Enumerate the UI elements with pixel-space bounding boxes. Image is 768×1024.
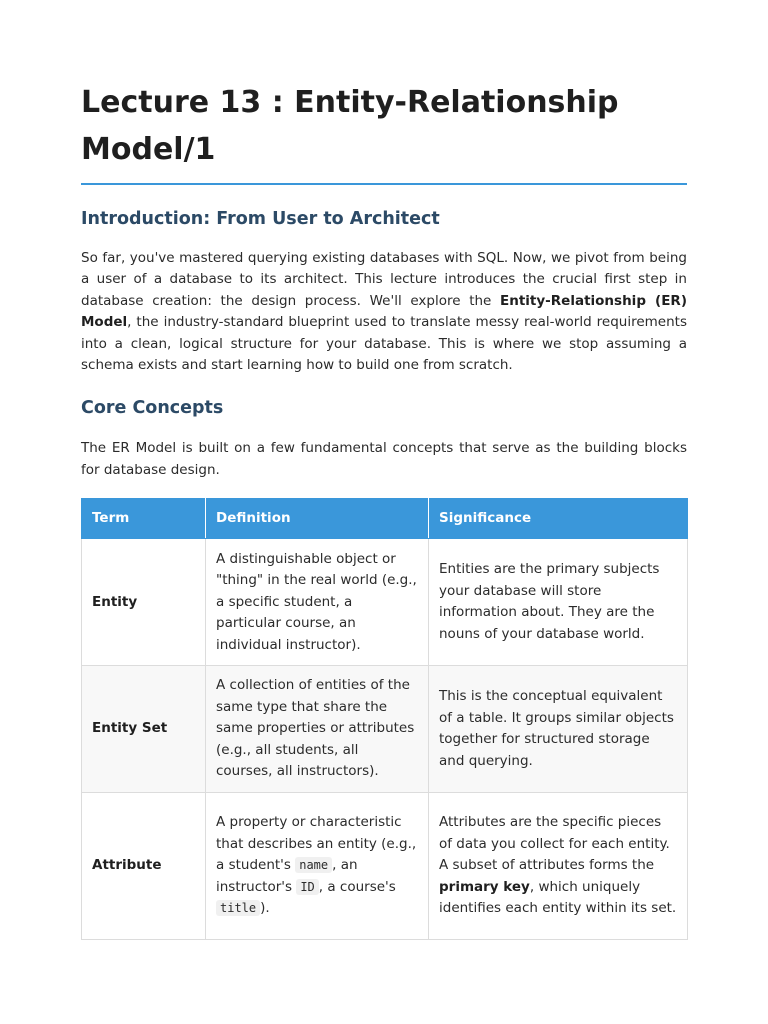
inline-code: ID <box>296 879 318 895</box>
significance-text: Attributes are the specific pieces of data you collect for each entity. A subset of attributes forms the <box>439 814 670 873</box>
intro-text-end: , the industry-standard blueprint used to translate messy real-world requirements into a clean, logical structure for your database. This is where we stop assuming a schema exists and start learning how to build one from scratch. <box>81 314 687 374</box>
intro-text-start: So far, you've mastered querying existing databases with SQL. Now, we pivot from being a user of a database to its architect. This lecture introduces the crucial first step in database creation: the design process. We'll explore the <box>81 250 687 309</box>
significance-cell <box>429 792 688 939</box>
title-divider <box>81 183 687 185</box>
definition-text: A property or characteristic that describes an entity (e.g., a student's <box>216 814 417 873</box>
intro-bold-term: Entity-Relationship (ER) Model <box>81 292 687 331</box>
definition-text: , an instructor's <box>216 857 358 895</box>
inline-code: name <box>295 857 332 873</box>
intro-heading: Introduction: From User to Architect <box>81 209 440 229</box>
term-cell: Entity <box>82 539 206 666</box>
term-cell: Attribute <box>82 792 206 939</box>
definition-text: , a course's <box>318 878 396 895</box>
header-definition: Definition <box>206 499 429 539</box>
significance-bold-term: primary key <box>439 878 530 895</box>
definition-text: ). <box>260 900 270 916</box>
table-row <box>82 792 688 939</box>
table-header-row <box>82 499 688 539</box>
definition-cell <box>206 792 429 939</box>
header-significance: Significance <box>429 499 688 539</box>
page-title: Lecture 13 : Entity-Relationship Model/1 <box>81 85 619 167</box>
core-concepts-heading: Core Concepts <box>81 398 224 419</box>
concepts-table <box>81 498 688 940</box>
inline-code: title <box>216 900 260 916</box>
table-row <box>82 666 688 793</box>
significance-cell: Entities are the primary subjects your database will store information about. They are the nouns of your database world. <box>429 539 688 666</box>
table-row <box>82 539 688 666</box>
significance-cell: This is the conceptual equivalent of a table. It groups similar objects together for structured storage and querying. <box>429 666 688 793</box>
significance-text: , which uniquely identifies each entity within its set. <box>439 878 677 916</box>
definition-cell: A collection of entities of the same type that share the same properties or attributes (e.g., all students, all courses, all instructors). <box>206 666 429 793</box>
header-term: Term <box>82 499 206 539</box>
term-cell: Entity Set <box>82 666 206 793</box>
definition-cell: A distinguishable object or "thing" in the real world (e.g., a specific student, a particular course, an individual instructor). <box>206 539 429 666</box>
core-concepts-paragraph: The ER Model is built on a few fundamental concepts that serve as the building blocks for database design. <box>81 440 687 478</box>
intro-paragraph <box>81 248 687 376</box>
